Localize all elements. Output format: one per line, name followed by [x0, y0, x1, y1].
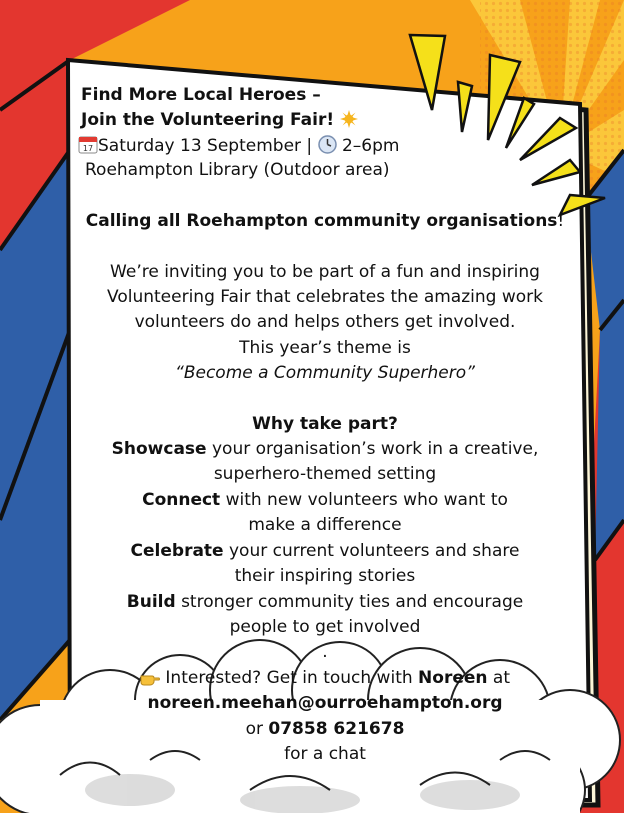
contact-phone[interactable]: 07858 621678: [268, 719, 405, 739]
why-item-1-rest: your organisation’s work in a creative,: [206, 439, 539, 459]
heading-line-2: [81, 109, 358, 134]
why-item-4-keyword: Build: [126, 592, 176, 612]
intro-line-2: Volunteering Fair that celebrates the amazing work: [107, 287, 543, 307]
event-location: Roehampton Library (Outdoor area): [85, 160, 390, 180]
why-item-1-keyword: Showcase: [111, 439, 207, 459]
event-time: 2–6pm: [341, 136, 400, 156]
calling-text: Calling all Roehampton community organisations: [85, 211, 558, 231]
theme-text: “Become a Community Superhero”: [175, 363, 475, 383]
calendar-icon: [78, 134, 98, 160]
contact-email[interactable]: noreen.meehan@ourroehampton.org: [147, 693, 503, 713]
contact-prefix: Interested? Get in touch with: [165, 668, 419, 688]
intro-line-3: volunteers do and helps others get involved.: [134, 312, 516, 332]
why-item-1-line-1: [70, 438, 580, 460]
contact-phone-line: [70, 718, 580, 740]
why-item-3-line-1: [70, 540, 580, 562]
contact-suffix: at: [487, 668, 510, 688]
why-item-4-rest: stronger community ties and encourage: [175, 592, 524, 612]
why-item-2-rest: with new volunteers who want to: [220, 490, 508, 510]
why-item-3-line-2: their inspiring stories: [234, 566, 416, 586]
intro-line-4: This year’s theme is: [239, 338, 411, 358]
contact-name: Noreen: [418, 668, 488, 688]
sun-emoji-icon: [340, 110, 358, 134]
why-item-3-keyword: Celebrate: [130, 541, 224, 561]
clock-icon: [318, 135, 337, 160]
why-item-2-line-1: [70, 489, 580, 511]
why-item-4-line-1: [70, 591, 580, 613]
why-item-2-keyword: Connect: [142, 490, 221, 510]
why-item-2-line-2: make a difference: [248, 515, 402, 535]
contact-chat: for a chat: [284, 744, 366, 764]
why-item-3-rest: your current volunteers and share: [223, 541, 520, 561]
why-item-4-line-2: people to get involved: [229, 617, 421, 637]
separator-dot: .: [322, 642, 328, 662]
contact-or: or: [245, 719, 269, 739]
calling-punct: !: [557, 211, 565, 231]
event-date-line: [78, 134, 399, 160]
heading-title-text: Join the Volunteering Fair!: [81, 110, 335, 130]
intro-line-1: We’re inviting you to be part of a fun and inspiring: [110, 262, 540, 282]
svg-text:17: 17: [82, 144, 94, 153]
why-title: Why take part?: [252, 414, 398, 434]
pointing-hand-icon: [140, 670, 160, 692]
why-item-1-line-2: superhero-themed setting: [213, 464, 437, 484]
contact-line: [70, 667, 580, 692]
event-date: Saturday 13 September |: [98, 136, 318, 156]
calling-line: [70, 210, 580, 232]
heading-line-1: Find More Local Heroes –: [81, 85, 321, 105]
